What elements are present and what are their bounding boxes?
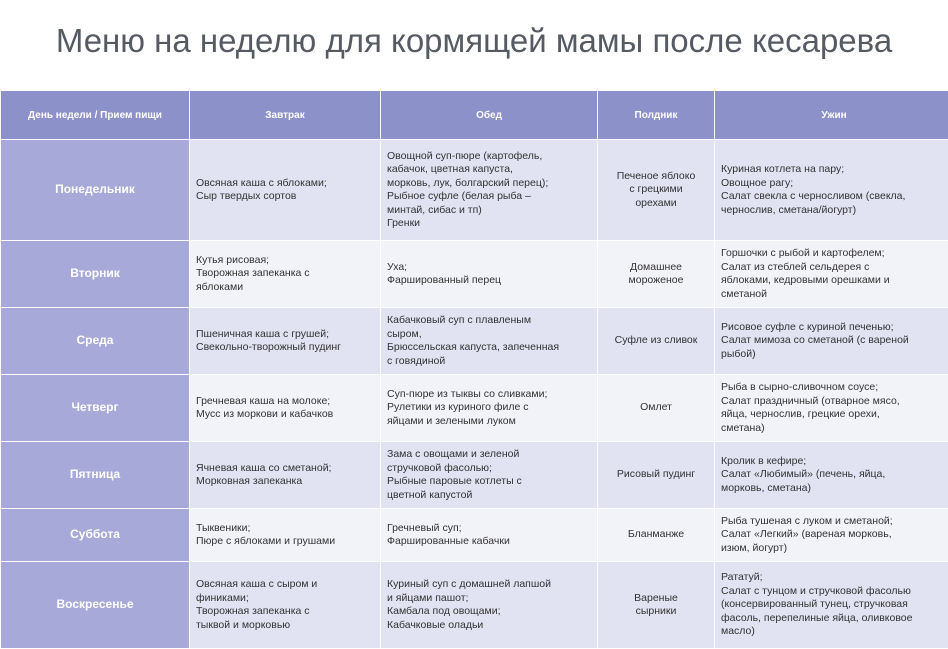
- lunch-cell: [381, 140, 597, 240]
- dinner-line: сметана): [721, 421, 765, 434]
- dinner-line: (консервированный тунец, стручковая: [721, 598, 908, 611]
- lunch-line: Гречневый суп;: [387, 521, 462, 534]
- header-dinner: Ужин: [715, 91, 948, 139]
- breakfast-line: Морковная запеканка: [196, 475, 303, 487]
- dinner-line: изюм, йогурт): [721, 541, 788, 554]
- snack-cell: [598, 241, 714, 307]
- breakfast-line: Тыквеники;: [196, 521, 251, 534]
- lunch-line: Рыбные паровые котлеты с: [387, 475, 522, 487]
- header-snack: Полдник: [598, 91, 714, 139]
- dinner-line: Салат мимоза со сметаной (с вареной: [721, 334, 909, 347]
- dinner-line: Салат из стеблей сельдерея с: [721, 260, 870, 273]
- day-cell: Понедельник: [1, 140, 189, 240]
- lunch-line: минтай, сибас и тп): [387, 203, 482, 216]
- lunch-line: Камбала под овощами;: [387, 605, 501, 617]
- breakfast-line: Ячневая каша со сметаной;: [196, 461, 332, 474]
- snack-line: сырники: [635, 605, 677, 617]
- dinner-line: Салат «Любимый» (печень, яйца,: [721, 468, 886, 481]
- lunch-line: Рулетики из куриного филе с: [387, 401, 529, 414]
- snack-cell: [598, 140, 714, 240]
- lunch-line: Фаршированные кабачки: [387, 535, 510, 547]
- table-header-row: [1, 91, 948, 139]
- lunch-line: стручковой фасолью;: [387, 461, 492, 474]
- dinner-line: Овощное рагу;: [721, 176, 794, 189]
- lunch-line: Брюссельская капуста, запеченная: [387, 341, 560, 353]
- dinner-cell: [715, 241, 948, 307]
- snack-cell: [598, 375, 714, 441]
- dinner-line: Рыба тушеная с луком и сметаной;: [721, 514, 893, 527]
- lunch-line: яйцами и зелеными луком: [387, 414, 516, 427]
- snack-cell: [598, 308, 714, 374]
- dinner-cell: [715, 140, 948, 240]
- dinner-line: Салат «Легкий» (вареная морковь,: [721, 528, 892, 541]
- snack-line: Печеное яблоко: [616, 169, 696, 182]
- breakfast-line: яблоками: [196, 280, 244, 293]
- lunch-line: Зама с овощами и зеленой: [387, 448, 520, 460]
- breakfast-line: Пюре с яблоками и грушами: [196, 535, 336, 547]
- lunch-line: Гренки: [387, 217, 421, 229]
- lunch-line: Суп-пюре из тыквы со сливками;: [387, 387, 548, 400]
- dinner-line: яйца, чернослив, грецкие орехи,: [721, 408, 880, 420]
- breakfast-line: Пшеничная каша с грушей;: [196, 327, 330, 340]
- table-row: [1, 442, 948, 508]
- header-breakfast: Завтрак: [190, 91, 380, 139]
- table-row: [1, 308, 948, 374]
- snack-line: Домашнее: [629, 260, 683, 273]
- breakfast-line: финиками;: [196, 591, 249, 604]
- day-cell: Воскресенье: [1, 562, 189, 648]
- breakfast-cell: [190, 308, 380, 374]
- breakfast-line: Творожная запеканка с: [196, 267, 310, 280]
- table-row: [1, 509, 948, 561]
- table-row: [1, 562, 948, 648]
- day-cell: Вторник: [1, 241, 189, 307]
- lunch-line: кабачок, цветная капуста,: [387, 163, 513, 175]
- lunch-line: Куриный суп с домашней лапшой: [387, 578, 552, 590]
- dinner-line: морковь, сметана): [721, 481, 811, 494]
- lunch-line: сыром,: [387, 327, 422, 340]
- snack-cell: [598, 509, 714, 561]
- table-row: [1, 241, 948, 307]
- breakfast-cell: [190, 140, 380, 240]
- breakfast-line: Кутья рисовая;: [196, 253, 270, 266]
- lunch-cell: [381, 375, 597, 441]
- lunch-line: Фаршированный перец: [387, 274, 502, 286]
- dinner-line: рыбой): [721, 347, 756, 360]
- snack-cell: [598, 562, 714, 648]
- day-cell: Суббота: [1, 509, 189, 561]
- dinner-line: Рисовое суфле с куриной печенью;: [721, 320, 894, 333]
- snack-line: с грецкими: [629, 183, 683, 196]
- lunch-line: Кабачковый суп с плавленым: [387, 314, 532, 326]
- lunch-line: и яйцами пашот;: [387, 591, 469, 604]
- day-cell: Четверг: [1, 375, 189, 441]
- dinner-cell: [715, 375, 948, 441]
- header-day: День недели / Прием пищи: [1, 91, 189, 139]
- day-cell: Среда: [1, 308, 189, 374]
- weekly-menu-table: [0, 90, 948, 649]
- snack-line: Суфле из сливок: [614, 334, 698, 347]
- lunch-cell: [381, 241, 597, 307]
- breakfast-line: Овсяная каша с яблоками;: [196, 176, 327, 189]
- dinner-cell: [715, 442, 948, 508]
- dinner-line: чернослив, сметана/йогурт): [721, 203, 857, 216]
- dinner-line: Рыба в сырно-сливочном соусе;: [721, 381, 879, 393]
- page-title: Меню на неделю для кормящей мамы после кесарева: [55, 22, 893, 59]
- lunch-line: Кабачковые оладьи: [387, 618, 484, 631]
- lunch-line: цветной капустой: [387, 488, 473, 501]
- lunch-line: морковь, лук, болгарский перец);: [387, 176, 549, 189]
- dinner-line: Рататуй;: [721, 571, 763, 584]
- snack-line: Вареные: [634, 591, 678, 604]
- breakfast-cell: [190, 241, 380, 307]
- snack-line: Омлет: [640, 401, 672, 414]
- breakfast-line: Овсяная каша с сыром и: [196, 578, 318, 590]
- table-row: [1, 140, 948, 240]
- dinner-cell: [715, 308, 948, 374]
- breakfast-cell: [190, 375, 380, 441]
- day-cell: Пятница: [1, 442, 189, 508]
- snack-line: мороженое: [628, 274, 684, 286]
- breakfast-cell: [190, 509, 380, 561]
- dinner-line: сметаной: [721, 287, 767, 300]
- snack-line: орехами: [635, 196, 677, 209]
- breakfast-line: Свекольно-творожный пудинг: [196, 341, 341, 353]
- dinner-line: Салат свекла с черносливом (свекла,: [721, 190, 906, 202]
- lunch-cell: [381, 442, 597, 508]
- lunch-line: Рыбное суфле (белая рыба –: [387, 190, 531, 202]
- dinner-line: Куриная котлета на пару;: [721, 163, 845, 175]
- lunch-cell: [381, 509, 597, 561]
- snack-cell: [598, 442, 714, 508]
- dinner-line: Кролик в кефире;: [721, 454, 807, 467]
- header-lunch: Обед: [381, 91, 597, 139]
- breakfast-cell: [190, 442, 380, 508]
- breakfast-line: Гречневая каша на молоке;: [196, 394, 331, 407]
- dinner-line: яблоками, кедровыми орешками и: [721, 274, 890, 286]
- dinner-line: Салат праздничный (отварное мясо,: [721, 394, 900, 407]
- breakfast-line: тыквой и морковью: [196, 618, 291, 631]
- dinner-line: Салат с тунцом и стручковой фасолью: [721, 584, 911, 597]
- dinner-line: масло): [721, 625, 755, 638]
- breakfast-cell: [190, 562, 380, 648]
- lunch-line: Уха;: [387, 260, 408, 273]
- breakfast-line: Сыр твердых сортов: [196, 190, 297, 202]
- snack-line: Бланманже: [627, 528, 685, 541]
- dinner-line: Горшочки с рыбой и картофелем;: [721, 247, 885, 259]
- dinner-cell: [715, 509, 948, 561]
- lunch-line: Овощной суп-пюре (картофель,: [387, 149, 543, 162]
- lunch-cell: [381, 308, 597, 374]
- table-row: [1, 375, 948, 441]
- snack-line: Рисовый пудинг: [616, 468, 696, 481]
- dinner-cell: [715, 562, 948, 648]
- breakfast-line: Творожная запеканка с: [196, 605, 310, 617]
- dinner-line: фасоль, перепелиные яйца, оливковое: [721, 611, 913, 624]
- breakfast-line: Мусс из моркови и кабачков: [196, 408, 334, 420]
- lunch-cell: [381, 562, 597, 648]
- lunch-line: с говядиной: [387, 354, 446, 367]
